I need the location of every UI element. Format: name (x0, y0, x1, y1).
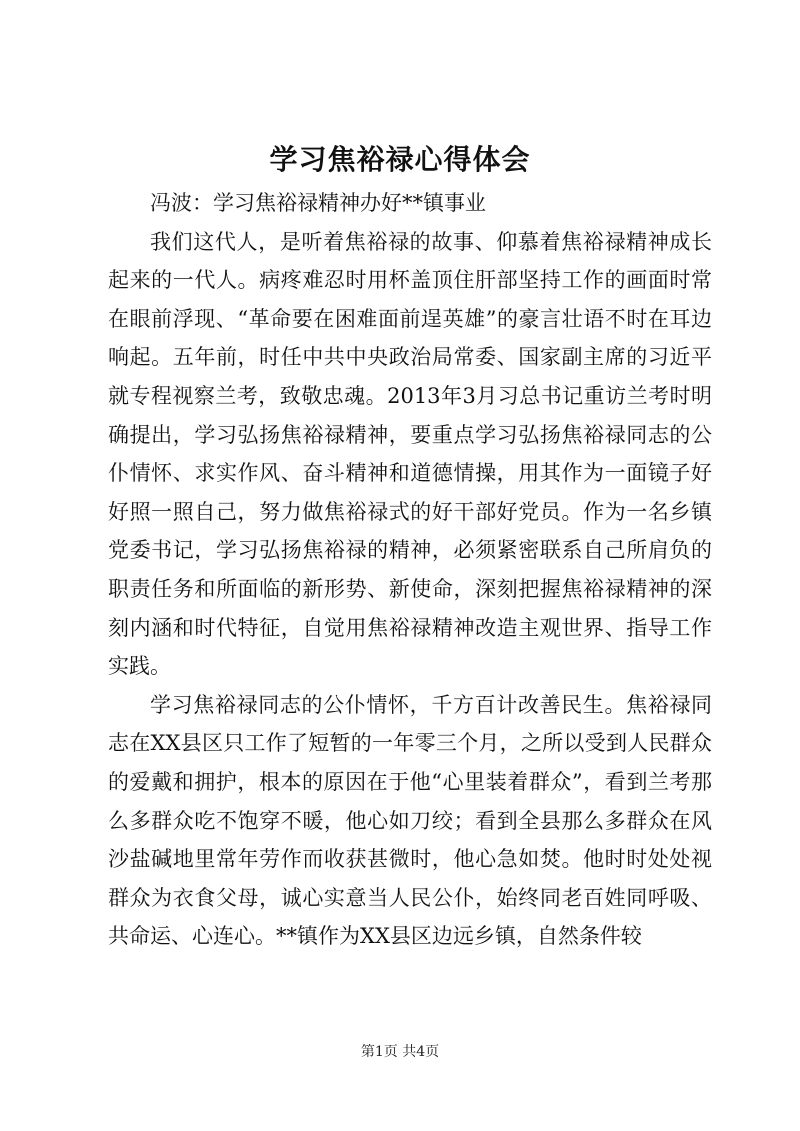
body-paragraph-2: 学习焦裕禄同志的公仆情怀，千方百计改善民生。焦裕禄同志在XX县区只工作了短暂的一年零三个月，之所以受到人民群众的爱戴和拥护，根本的原因在于他“心里装着群众”，看到兰考那么多群众吃不饱穿不暖，他心如刀绞；看到全县那么多群众在风沙盐碱地里常年劳作而收获甚微时，他心急如焚。他时时处处视群众为衣食父母，诚心实意当人民公仆，始终同老百姓同呼吸、共命运、心连心。**镇作为XX县区边远乡镇，自然条件较 (108, 692, 712, 949)
document-title: 学习焦裕禄心得体会 (269, 143, 531, 176)
body-paragraph-1: 我们这代人，是听着焦裕禄的故事、仰慕着焦裕禄精神成长起来的一代人。病疼难忍时用杯盖顶住肝部坚持工作的画面时常在眼前浮现、“革命要在困难面前逞英雄”的豪言壮语不时在耳边响起。五年前，时任中共中央政治局常委、国家副主席的习近平就专程视察兰考，致敬忠魂。2013年3月习总书记重访兰考时明确提出，学习弘扬焦裕禄精神，要重点学习弘扬焦裕禄同志的公仆情怀、求实作风、奋斗精神和道德情操，用其作为一面镜子好好照一照自己，努力做焦裕禄式的好干部好党员。作为一名乡镇党委书记，学习弘扬焦裕禄的精神，必须紧密联系自己所肩负的职责任务和所面临的新形势、新使命，深刻把握焦裕禄精神的深刻内涵和时代特征，自觉用焦裕禄精神改造主观世界、指导工作实践。 (108, 229, 712, 679)
document-body (108, 184, 712, 956)
subtitle-paragraph: 冯波：学习焦裕禄精神办好**镇事业 (150, 191, 486, 215)
page-footer: 第1页 共4页 (360, 1044, 440, 1060)
